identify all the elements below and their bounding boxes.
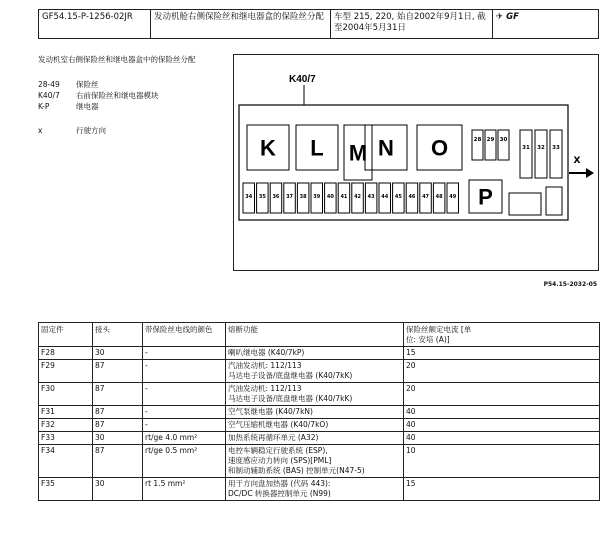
fuse-label: 33 — [552, 145, 560, 151]
function-line: 空气压缩机继电器 (K40/7kO) — [228, 420, 329, 429]
table-row — [39, 419, 600, 432]
column-header: 保险丝额定电流 [单位: 安培 (A)] — [404, 323, 600, 347]
column-header: 接头 — [93, 323, 143, 347]
fuse-label: 45 — [394, 194, 402, 200]
function-line: 喇叭继电器 (K40/7kP) — [228, 348, 305, 357]
fuse-label: 30 — [499, 137, 508, 143]
star-icon: ✈ — [496, 12, 504, 22]
wire-color-cell: rt/ge 4.0 mm² — [143, 432, 226, 445]
relay-label: P — [478, 184, 493, 210]
function-line: 汽油发动机: 112/113 — [228, 384, 302, 393]
table-row — [39, 347, 600, 360]
fuse-cell: F35 — [39, 478, 93, 501]
fuse-label: 36 — [272, 194, 280, 200]
function-cell — [226, 432, 404, 445]
amps-cell: 15 — [404, 347, 600, 360]
legend-desc: 行驶方向 — [76, 126, 106, 135]
fuse-label: 44 — [381, 194, 389, 200]
legend — [38, 54, 218, 136]
fuse-label: 48 — [435, 194, 443, 200]
terminal-cell: 87 — [93, 383, 143, 406]
fuse-label: 32 — [537, 145, 545, 151]
terminal-cell: 30 — [93, 478, 143, 501]
terminal-cell: 87 — [93, 406, 143, 419]
wire-color-cell: rt 1.5 mm² — [143, 478, 226, 501]
wire-color-cell: - — [143, 383, 226, 406]
fuse-30 — [498, 130, 509, 160]
doc-title: 发动机舱右侧保险丝和继电器盒的保险丝分配 — [151, 10, 331, 38]
fuse-label: 40 — [326, 194, 334, 200]
legend-desc: 右前保险丝和继电器模块 — [76, 91, 159, 100]
wire-color-cell: - — [143, 406, 226, 419]
fuse-table — [38, 322, 600, 501]
table-row — [39, 360, 600, 383]
table-row — [39, 406, 600, 419]
legend-item — [38, 101, 218, 112]
amps-cell: 40 — [404, 432, 600, 445]
wire-color-cell: rt/ge 0.5 mm² — [143, 445, 226, 478]
legend-desc: 继电器 — [76, 102, 99, 111]
relay-label: O — [430, 135, 449, 161]
legend-key: K40/7 — [38, 91, 60, 100]
fuse-label: 29 — [486, 137, 495, 143]
function-line: 和制动辅助系统 (BAS) 控制单元(N47-5) — [228, 466, 365, 475]
table-row — [39, 432, 600, 445]
model-range: 车型 215, 220, 始自2002年9月1日, 截至2004年5月31日 — [331, 10, 493, 38]
relay-label: L — [310, 135, 324, 161]
terminal-cell: 30 — [93, 347, 143, 360]
fuse-label: 43 — [367, 194, 375, 200]
connector-block — [509, 193, 541, 215]
function-line: DC/DC 转换器控制单元 (N99) — [228, 489, 331, 498]
fuse-box-svg — [234, 55, 598, 270]
fuse-cell: F29 — [39, 360, 93, 383]
function-line: 电控车辆稳定行驶系统 (ESP), — [228, 446, 328, 455]
fuse-29 — [485, 130, 496, 160]
module-label: K40/7 — [289, 74, 316, 85]
function-line: 用于方向盘加热器 (代码 443): — [228, 479, 331, 488]
direction-arrow-icon — [586, 168, 594, 178]
connector-block — [546, 187, 562, 215]
terminal-cell: 87 — [93, 419, 143, 432]
legend-key: x — [38, 126, 43, 135]
amps-cell: 40 — [404, 419, 600, 432]
column-header: 带保险丝电线的颜色 — [143, 323, 226, 347]
terminal-cell: 87 — [93, 445, 143, 478]
fuse-31 — [520, 130, 532, 178]
fuse-box-diagram — [233, 54, 599, 271]
fuse-cell: F28 — [39, 347, 93, 360]
function-line: 速度感应动力转向 (SPS)[PML] — [228, 456, 332, 465]
fuse-cell: F34 — [39, 445, 93, 478]
fuse-cell: F32 — [39, 419, 93, 432]
function-line: 汽油发动机: 112/113 — [228, 361, 302, 370]
amps-cell: 40 — [404, 406, 600, 419]
function-cell — [226, 419, 404, 432]
fuse-cell: F33 — [39, 432, 93, 445]
wire-color-cell: - — [143, 347, 226, 360]
function-line: 马达电子设备/底盘继电器 (K40/7kK) — [228, 371, 353, 380]
table-row — [39, 445, 600, 478]
column-header: 熔断功能 — [226, 323, 404, 347]
fuse-label: 28 — [473, 137, 482, 143]
table-row — [39, 383, 600, 406]
function-cell — [226, 383, 404, 406]
module-outline — [239, 105, 568, 220]
fuse-label: 35 — [258, 194, 266, 200]
relay-label: M — [348, 140, 368, 166]
figure-id: P54.15-2032-05 — [543, 281, 597, 288]
fuse-label: 38 — [299, 194, 307, 200]
header-bar — [38, 9, 599, 39]
legend-desc: 保险丝 — [76, 80, 99, 89]
function-line: 空气泵继电器 (K40/7kN) — [228, 407, 313, 416]
relay-label: K — [260, 135, 276, 161]
table-header-row — [39, 323, 600, 347]
fuse-label: 46 — [408, 194, 416, 200]
legend-item — [38, 125, 218, 136]
legend-key: 28-49 — [38, 80, 60, 89]
brand-logo: ✈ GF — [496, 12, 519, 22]
fuse-label: 37 — [286, 194, 294, 200]
wire-color-cell: - — [143, 360, 226, 383]
fuse-label: 41 — [340, 194, 348, 200]
legend-item — [38, 79, 218, 90]
legend-key: K-P — [38, 102, 50, 111]
fuse-label: 31 — [522, 145, 530, 151]
table-row — [39, 478, 600, 501]
wire-color-cell: - — [143, 419, 226, 432]
legend-item — [38, 90, 218, 101]
amps-cell: 10 — [404, 445, 600, 478]
function-cell — [226, 406, 404, 419]
direction-label: X — [573, 156, 581, 166]
function-cell — [226, 445, 404, 478]
amps-cell: 20 — [404, 360, 600, 383]
legend-title: 发动机室右侧保险丝和继电器盒中的保险丝分配 — [38, 55, 196, 64]
fuse-cell: F30 — [39, 383, 93, 406]
fuse-label: 42 — [354, 194, 362, 200]
terminal-cell: 87 — [93, 360, 143, 383]
doc-id: GF54.15-P-1256-02JR — [39, 10, 151, 38]
function-cell — [226, 478, 404, 501]
fuse-28 — [472, 130, 483, 160]
function-cell — [226, 347, 404, 360]
fuse-32 — [535, 130, 547, 178]
amps-cell: 15 — [404, 478, 600, 501]
fuse-label: 39 — [313, 194, 321, 200]
column-header: 固定件 — [39, 323, 93, 347]
function-line: 加热系统再循环单元 (A32) — [228, 433, 319, 442]
function-cell — [226, 360, 404, 383]
fuse-label: 34 — [245, 194, 253, 200]
fuse-cell: F31 — [39, 406, 93, 419]
fuse-33 — [550, 130, 562, 178]
fuse-label: 49 — [449, 194, 457, 200]
terminal-cell: 30 — [93, 432, 143, 445]
relay-label: N — [378, 135, 394, 161]
function-line: 马达电子设备/底盘继电器 (K40/7kK) — [228, 394, 353, 403]
fuse-label: 47 — [422, 194, 430, 200]
amps-cell: 20 — [404, 383, 600, 406]
